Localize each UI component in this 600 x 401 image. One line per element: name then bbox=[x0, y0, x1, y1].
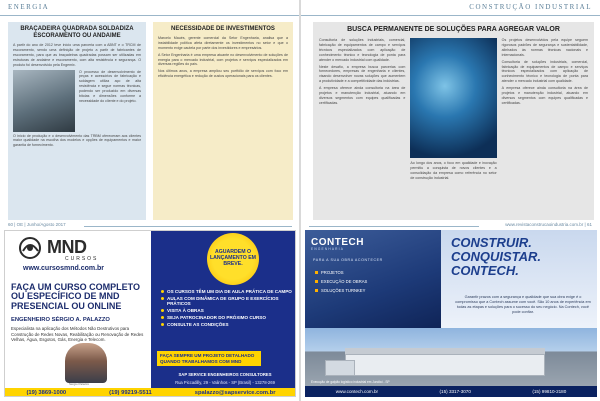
contech-left-panel bbox=[305, 230, 441, 328]
photo-caption: Execução de galpão logístico industrial em Jundiaí - SP bbox=[311, 380, 390, 384]
article-paragraph: A partir do ano de 2012 teve início uma parceria com a ABNT e o TRCM de escoramento, sendo uma definição de projeto a partir de fabricantes de escoramento, para que as braçadeiras quadradas possam ser utilizadas em estruturas de andaime e escoramento, com alta resistência e segurança. O produto foi desenvolvido pela Engemix. bbox=[13, 43, 141, 67]
right-page bbox=[301, 0, 600, 401]
mnd-contact-bar bbox=[5, 388, 296, 397]
circuit-chip-image bbox=[410, 38, 496, 158]
mnd-engineer-name: ENGENHEIRO SÉRGIO A. PALAZZO bbox=[11, 317, 110, 323]
email-address: spalazzo@sapservice.com.br bbox=[194, 390, 276, 396]
service-item: EXECUÇÃO DE OBRAS bbox=[315, 279, 367, 284]
article-paragraph: Consultoria de soluções industriais, comercial, fabricação de equipamentos de campo e serviços técnicos especializados com aplicação de conhecimento técnico e tecnologia de ponta para atender o mercado industrial com qualidade. bbox=[319, 38, 406, 62]
contech-logo bbox=[311, 237, 364, 251]
launch-burst-badge bbox=[207, 233, 259, 285]
article-title: NECESSIDADE DE INVESTIMENTOS bbox=[171, 26, 275, 32]
phone-number: (15) 99810-2180 bbox=[532, 389, 567, 394]
article-paragraph: Neste desafio, a empresa busca parcerias com fornecedores, empresas de engenharia e clientes, visando desenvolver novas soluções que aumentem a produtividade e a competitividade das indústrias. bbox=[319, 64, 406, 84]
page-folio: 60 | OE | Junho/Agosto 2017 bbox=[8, 222, 66, 227]
annex-building bbox=[325, 360, 355, 376]
article-paragraph: Nos últimos anos, a empresa ampliou seu portfólio de serviços com foco em eficiência energética e redução de custos operacionais para os clientes. bbox=[158, 69, 288, 79]
clamp-photo bbox=[13, 70, 75, 132]
article-paragraph: A empresa oferece ainda consultoria na área de projetos e manutenção industrial, atuando em diversos segmentos com equipes qualificadas e certificadas. bbox=[501, 85, 588, 105]
feature-item: SEJA PATROCINADOR DO PRÓXIMO CURSO bbox=[161, 315, 293, 321]
sap-company-name: SAP SERVICE ENGENHEIROS CONSULTORES bbox=[178, 372, 272, 377]
mnd-logo-name: MND bbox=[47, 237, 87, 257]
article-paragraph: O processo de desenvolvimento de peças e acessórios de fabricação e soldagem utiliza aço de alta resistência e segue normas técnicas, podendo ser produzido em diversas bitolas e dimensões conforme a necessidade do cliente e do projeto. bbox=[79, 69, 141, 103]
article-box-solutions bbox=[313, 22, 594, 220]
section-header bbox=[301, 0, 600, 16]
mnd-headline: FAÇA UM CURSO COMPLETO OU ESPECÍFICO DE MND PRESENCIAL OU ONLINE bbox=[11, 282, 141, 311]
contech-tagline: PARA A SUA OBRA ACONTECER bbox=[313, 258, 383, 262]
mnd-website: www.cursosmnd.com.br bbox=[23, 265, 105, 272]
article-title: BUSCA PERMANENTE DE SOLUÇÕES PARA AGREGAR VALOR bbox=[347, 26, 560, 33]
left-page bbox=[0, 0, 299, 401]
contech-right-panel bbox=[441, 230, 597, 328]
contech-logo-name: CONTECH bbox=[311, 237, 364, 248]
phone-number: (19) 3869-1000 bbox=[26, 390, 67, 396]
mnd-cta-box: FAÇA SEMPRE UM PROJETO DETALHADO QUANDO TRABALHAMOS COM MND bbox=[157, 351, 261, 366]
contech-logo-sub: ENGENHARIA bbox=[311, 247, 345, 251]
page-folio: www.revistaconstrucaoindustria.com.br | 61 bbox=[505, 222, 592, 227]
launch-burst-text: AGUARDEM O LANÇAMENTO EM BREVE. bbox=[209, 249, 256, 267]
feature-item: AULAS COM DINÂMICA DE GRUPO E EXERCÍCIOS PRÁTICOS bbox=[161, 296, 293, 307]
article-paragraph: Consultoria de soluções industriais, comercial, fabricação de equipamentos de campo e serviços técnicos especializados com aplicação de conhecimento técnico e tecnologia de ponta para atender o mercado industrial com qualidade. bbox=[501, 59, 588, 84]
phone-number: (15) 3317-3070 bbox=[439, 389, 471, 394]
contech-contact-bar bbox=[305, 386, 597, 397]
mnd-feature-list bbox=[161, 289, 293, 328]
article-paragraph: Ao longo dos anos, o foco em qualidade e inovação permitiu a conquista de novos clientes e a consolidação da empresa como referência no setor de construção industrial. bbox=[410, 161, 497, 180]
folio-rule bbox=[309, 226, 479, 227]
mnd-logo-sub: CURSOS bbox=[65, 256, 99, 262]
article-title: BRAÇADEIRA QUADRADA SOLDADIZA ESCORAMENTO OU ANDAIME bbox=[20, 26, 134, 40]
phone-number: (19) 99219-5511 bbox=[109, 390, 152, 396]
article-paragraph: Os projetos desenvolvidos pela equipe seguem rigorosos padrões de segurança e sustentabilidade, alinhados às normas técnicas nacionais e internacionais. bbox=[501, 38, 588, 57]
sap-address: Rua Piccadilly, 29 - Valinhos - SP (Brasil) - 13278-269 bbox=[175, 380, 275, 385]
service-item: SOLUÇÕES TURNKEY bbox=[315, 288, 367, 293]
service-item: PROJETOS bbox=[315, 270, 367, 275]
article-paragraph: A Setor Engenharia é uma empresa atuante no desenvolvimento de soluções de energia para o mercado industrial, com projetos e serviços especializados em diversas regiões do país. bbox=[158, 52, 288, 67]
section-header bbox=[0, 0, 299, 16]
mnd-logo-icon bbox=[19, 237, 43, 259]
engineer-photo-caption: Sérgio Palazzo bbox=[69, 382, 90, 386]
article-paragraph: A empresa oferece ainda consultoria na área de projetos e manutenção industrial, atuando em diversos segmentos com equipes qualificadas e certificadas. bbox=[319, 85, 406, 105]
article-box-clamp bbox=[8, 22, 146, 220]
feature-item: CONSULTE AS CONDIÇÕES bbox=[161, 322, 293, 328]
website-url: www.contech.com.br bbox=[335, 389, 379, 394]
mnd-engineer-description: Especialista na aplicação dos Métodos Não Destrutivos para Construção de Redes Novas, Reabilitação ou Renovação de Redes Velhas, Água, Esgotos, Gás, Energia e Telecom. bbox=[11, 326, 144, 343]
section-title: ENERGIA bbox=[8, 3, 50, 11]
section-title: CONSTRUÇÃO INDUSTRIAL bbox=[469, 3, 592, 11]
engineer-photo bbox=[65, 343, 107, 383]
warehouse-building bbox=[345, 354, 545, 376]
warehouse-photo bbox=[305, 328, 597, 386]
feature-item: VISITA À OBRAS bbox=[161, 308, 293, 314]
article-paragraph: Marcelo Maués, gerente comercial da Setor Engenharia, analisa que a instabilidade política afeta diretamente os investimentos no setor e que o momento exige cautela por parte dos investidores e empresários. bbox=[158, 36, 288, 50]
contech-services-list bbox=[315, 270, 367, 297]
article-box-investments bbox=[153, 22, 293, 220]
article-paragraph: O início de produção e o desenvolvimento das TRBM ofereceram aos clientes maior qualidade na escolha dos modelos e opções de equipamentos e maior garantia de fornecimento. bbox=[13, 133, 141, 148]
mnd-cursos-ad bbox=[4, 230, 296, 397]
folio-rule bbox=[84, 226, 292, 227]
contech-ad bbox=[305, 230, 597, 397]
contech-body-copy: Garantir prazos com a segurança e qualidade que sua obra exige é o compromisso que a Contech assume com você. São 10 anos de experiência em todas as etapas e soluções para o sucesso do seu negócio. Na Contech, você pode confiar. bbox=[455, 295, 591, 314]
contech-headline: CONSTRUIR. CONQUISTAR. CONTECH. bbox=[451, 235, 542, 279]
feature-item: OS CURSOS TÊM UM DIA DE AULA PRÁTICA DE CAMPO bbox=[161, 289, 293, 295]
mnd-blue-panel bbox=[151, 231, 296, 397]
